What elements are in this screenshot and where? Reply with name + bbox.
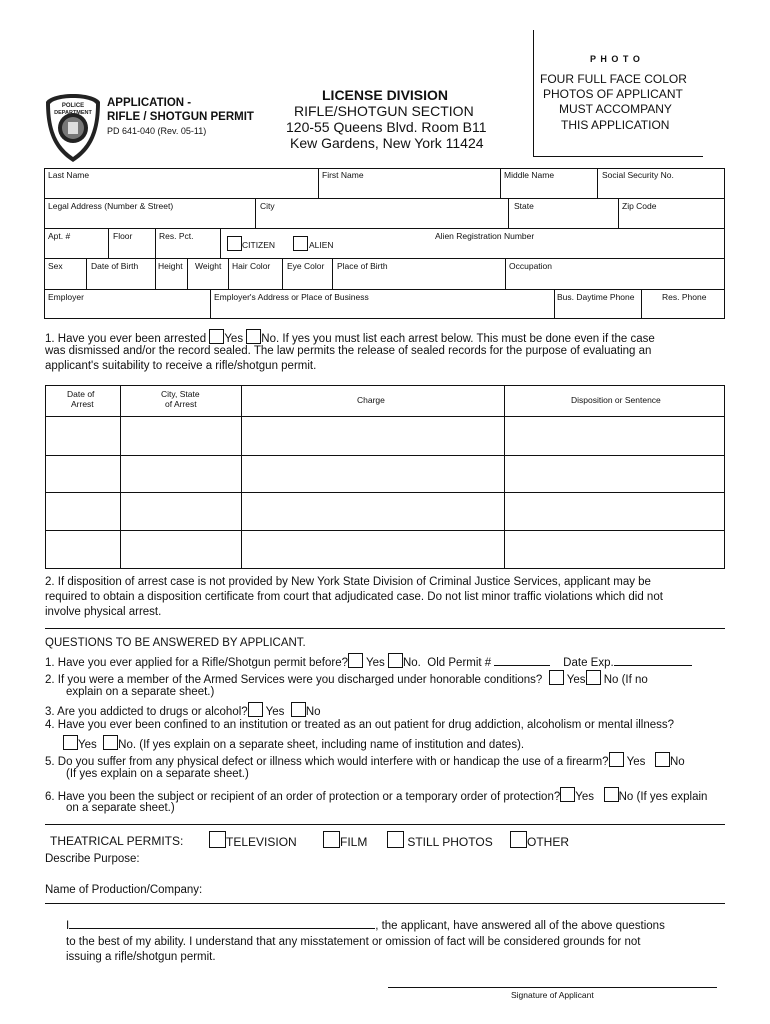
old-permit-field[interactable]	[494, 665, 550, 666]
dob-field[interactable]: Date of Birth	[91, 261, 139, 271]
describe-purpose-field[interactable]: Describe Purpose:	[45, 853, 140, 865]
certification-line-2: to the best of my ability. I understand that any misstatement or omission of fact will be considered grounds for not	[66, 936, 641, 948]
place-of-birth-field[interactable]: Place of Birth	[337, 261, 388, 271]
ssn-field[interactable]: Social Security No.	[602, 170, 674, 180]
col-date-of-arrest: Date of	[67, 389, 95, 399]
alien-label: ALIEN	[309, 240, 334, 250]
employer-field[interactable]: Employer	[48, 292, 84, 302]
signature-label: Signature of Applicant	[511, 990, 594, 1000]
col-disposition: Disposition or Sentence	[571, 395, 661, 405]
disposition-note-2: required to obtain a disposition certificate from court that adjudicated case. Do not list minor traffic violations which did not	[45, 591, 663, 603]
theatrical-label: THEATRICAL PERMITS:	[50, 834, 184, 848]
photo-line-4: THIS APPLICATION	[561, 118, 670, 132]
last-name-field[interactable]: Last Name	[48, 170, 90, 180]
first-name-field[interactable]: First Name	[322, 170, 364, 180]
alien-checkbox[interactable]	[293, 236, 308, 254]
q2-no-checkbox[interactable]	[586, 670, 601, 685]
question-2: 2. If you were a member of the Armed Services were you discharged under honorable conditions? Yes No (If no	[45, 670, 648, 686]
res-phone-field[interactable]: Res. Phone	[662, 292, 707, 302]
res-pct-field[interactable]: Res. Pct.	[159, 231, 194, 241]
height-field[interactable]: Height	[158, 261, 183, 271]
photo-line-2: PHOTOS OF APPLICANT	[543, 87, 683, 101]
seal-text-top: POLICE	[61, 103, 85, 109]
legal-address-field[interactable]: Legal Address (Number & Street)	[48, 201, 174, 211]
q3-no-checkbox[interactable]	[291, 702, 306, 717]
certification-line-3: issuing a rifle/shotgun permit.	[66, 951, 216, 963]
other-option[interactable]: OTHER	[510, 831, 569, 849]
question-4-b: Yes No. (If yes explain on a separate sheet, including name of institution and dates).	[63, 735, 524, 751]
state-field[interactable]: State	[514, 201, 534, 211]
q5-yes-checkbox[interactable]	[609, 752, 624, 767]
q6-yes-checkbox[interactable]	[560, 787, 575, 802]
date-exp-field[interactable]	[614, 665, 692, 666]
signature-line[interactable]	[388, 987, 717, 988]
citizen-label: CITIZEN	[242, 240, 276, 250]
col-city-state: City, State	[161, 389, 200, 399]
seal-text-mid: DEPARTMENT	[54, 110, 92, 116]
production-company-field[interactable]: Name of Production/Company:	[45, 884, 203, 896]
middle-name-field[interactable]: Middle Name	[504, 170, 555, 180]
city-field[interactable]: City	[260, 201, 275, 211]
q2-yes-checkbox[interactable]	[549, 670, 564, 685]
arrest-yes-checkbox[interactable]	[209, 329, 224, 344]
certification-line-1: I , the applicant, have answered all of the above questions	[66, 920, 665, 932]
arrest-question: 1. Have you ever been arrested Yes No. If yes you must list each arrest below. This must be done even if the case	[45, 329, 655, 345]
q4-no-checkbox[interactable]	[103, 735, 118, 750]
tv-option[interactable]: TELEVISION	[209, 831, 297, 849]
citizen-checkbox[interactable]	[227, 236, 242, 254]
col-charge: Charge	[357, 395, 385, 405]
col-city-state-2: of Arrest	[165, 399, 197, 409]
address-line-2: Kew Gardens, New York 11424	[290, 135, 484, 151]
question-5-b: (If yes explain on a separate sheet.)	[66, 768, 249, 780]
q3-yes-checkbox[interactable]	[248, 702, 263, 717]
q1-yes-checkbox[interactable]	[348, 653, 363, 668]
disposition-note-3: involve physical arrest.	[45, 606, 162, 618]
photo-title: P H O T O	[590, 54, 641, 64]
eye-color-field[interactable]: Eye Color	[287, 261, 325, 271]
employer-address-field[interactable]: Employer's Address or Place of Business	[214, 292, 369, 302]
form-number: PD 641-040 (Rev. 05-11)	[107, 126, 207, 136]
app-title-2: RIFLE / SHOTGUN PERMIT	[107, 111, 254, 123]
section-title: RIFLE/SHOTGUN SECTION	[294, 103, 474, 119]
question-6-b: on a separate sheet.)	[66, 802, 175, 814]
division-title: LICENSE DIVISION	[322, 87, 449, 103]
still-photos-option[interactable]: STILL PHOTOS	[387, 831, 493, 849]
arrest-question-line2: was dismissed and/or the record sealed. The law permits the release of sealed records for the purpose of evaluating an	[45, 345, 652, 357]
disposition-note-1: 2. If disposition of arrest case is not provided by New York State Division of Criminal Justice Services, applicant may be	[45, 576, 651, 588]
occupation-field[interactable]: Occupation	[509, 261, 552, 271]
arrest-question-line3: applicant's suitability to receive a rifle/shotgun permit.	[45, 360, 317, 372]
weight-field[interactable]: Weight	[195, 261, 222, 271]
alien-reg-field[interactable]: Alien Registration Number	[435, 231, 535, 241]
app-title-1: APPLICATION -	[107, 97, 192, 109]
sex-field[interactable]: Sex	[48, 261, 63, 271]
q1-no-checkbox[interactable]	[388, 653, 403, 668]
hair-color-field[interactable]: Hair Color	[232, 261, 271, 271]
col-date-of-arrest-2: Arrest	[71, 399, 94, 409]
zip-field[interactable]: Zip Code	[622, 201, 657, 211]
q5-no-checkbox[interactable]	[655, 752, 670, 767]
bus-phone-field[interactable]: Bus. Daytime Phone	[557, 292, 635, 302]
question-3: 3. Are you addicted to drugs or alcohol? Yes No	[45, 702, 321, 718]
photo-line-3: MUST ACCOMPANY	[559, 102, 672, 116]
apt-field[interactable]: Apt. #	[48, 231, 71, 241]
questions-heading: QUESTIONS TO BE ANSWERED BY APPLICANT.	[45, 637, 306, 649]
q4-yes-checkbox[interactable]	[63, 735, 78, 750]
nypd-seal	[44, 92, 102, 164]
question-6: 6. Have you been the subject or recipient of an order of protection or a temporary order of protection? Yes No (If yes explain	[45, 787, 707, 803]
applicant-name-field[interactable]	[69, 928, 375, 929]
question-2-b: explain on a separate sheet.)	[66, 686, 215, 698]
q6-no-checkbox[interactable]	[604, 787, 619, 802]
question-1: 1. Have you ever applied for a Rifle/Shotgun permit before? Yes No. Old Permit # Date Exp.	[45, 653, 692, 669]
film-option[interactable]: FILM	[323, 831, 367, 849]
question-4: 4. Have you ever been confined to an institution or treated as an out patient for drug addiction, alcoholism or mental illness?	[45, 719, 675, 731]
photo-line-1: FOUR FULL FACE COLOR	[540, 72, 687, 86]
question-5: 5. Do you suffer from any physical defect or illness which would interfere with or handicap the use of a firearm? Yes No	[45, 752, 685, 768]
arrest-no-checkbox[interactable]	[246, 329, 261, 344]
address-line-1: 120-55 Queens Blvd. Room B11	[286, 119, 487, 135]
floor-field[interactable]: Floor	[113, 231, 133, 241]
